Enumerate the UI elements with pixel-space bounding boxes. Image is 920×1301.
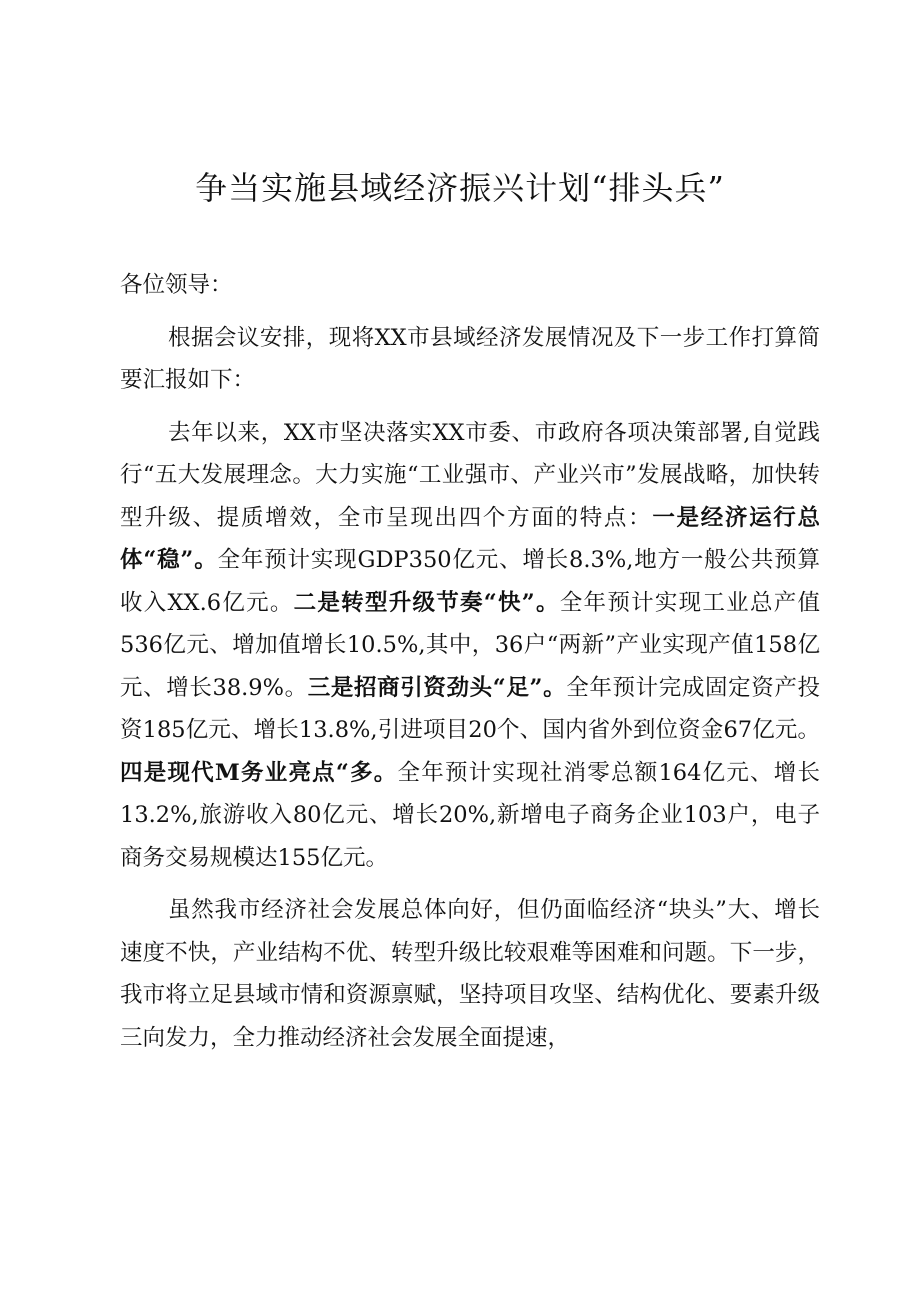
point-two-heading: 二是转型升级节奏“快”。 (293, 589, 560, 616)
point-four-heading: 四是现代M务业亮点“多。 (120, 759, 398, 786)
document-body (120, 264, 820, 1059)
paragraph-intro: 根据会议安排，现将XX市县域经济发展情况及下一步工作打算简要汇报如下： (120, 324, 820, 393)
paragraph-highlights (120, 412, 820, 880)
paragraph-next-steps: 虽然我市经济社会发展总体向好，但仍面临经济“块头”大、增长速度不快，产业结构不优、转型升级比较艰难等困难和问题。下一步，我市将立足县域市情和资源禀赋，坚持项目攻坚、结构优化、要素升级三向发力，全力推动经济社会发展全面提速， (120, 897, 820, 1051)
highlights-intro-text: 去年以来，XX市坚决落实XX市委、市政府各项决策部署,自觉践行“五大发展理念。大力实施“工业强市、产业兴市”发展战略，加快转型升级、提质增效，全市呈现出四个方面的特点： (120, 419, 820, 531)
point-one-text: 全年预计实现GDP350亿元、增长8.3%,地方一般公共预算收入XX.6亿元。 (120, 547, 820, 616)
document-title: 争当实施县域经济振兴计划“排头兵” (195, 169, 725, 207)
point-three-text: 全年预计完成固定资产投资185亿元、增长13.8%,引进项目20个、国内省外到位资金67亿元。 (120, 674, 820, 743)
greeting: 各位领导： (120, 272, 233, 298)
point-three-heading: 三是招商引资劲头“足”。 (307, 674, 567, 701)
point-four-text: 全年预计实现社消零总额164亿元、增长13.2%,旅游收入80亿元、增长20%,新增电子商务企业103户，电子商务交易规模达155亿元。 (120, 759, 820, 871)
point-one-heading: 一是经济运行总体“稳”。 (120, 504, 820, 573)
point-two-text: 全年预计实现工业总产值536亿元、增加值增长10.5%,其中，36户“两新”产业实现产值158亿元、增长38.9%。 (120, 589, 820, 701)
